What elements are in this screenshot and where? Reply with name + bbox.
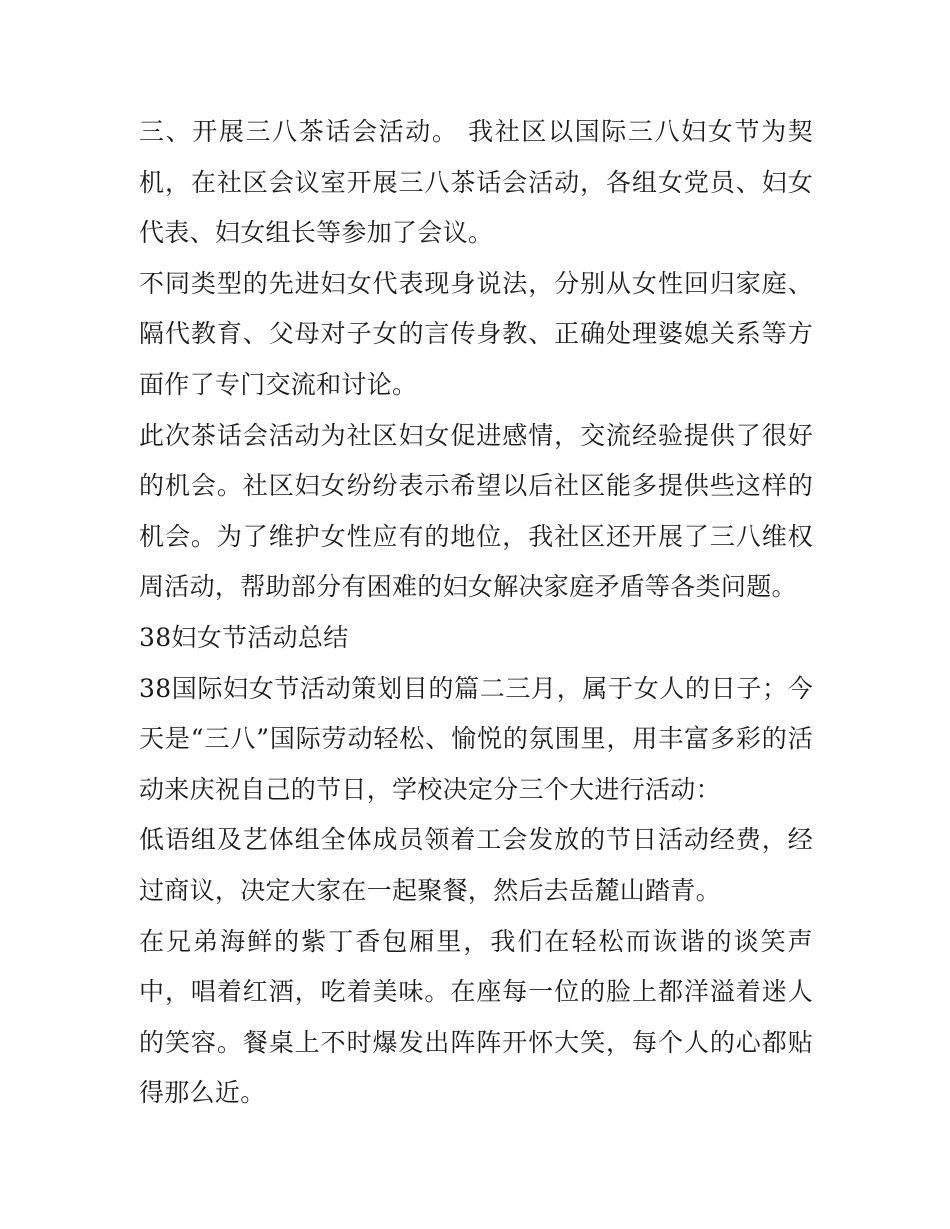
paragraph-tea-party: 三、开展三八茶话会活动。 我社区以国际三八妇女节为契机，在社区会议室开展三八茶话会活动，各组女党员、妇女代表、妇女组长等参加了会议。 [139, 117, 813, 248]
paragraph-planning: 38国际妇女节活动策划目的篇二三月，属于女人的日子；今天是“三八”国际劳动轻松、愉悦的氛围里，用丰富多彩的活动来庆祝自己的节日，学校决定分三个大进行活动： [139, 673, 813, 804]
paragraph-dinner-scene: 在兄弟海鲜的紫丁香包厢里，我们在轻松而诙谐的谈笑声中，唱着红酒，吃着美味。在座每一位的脸上都洋溢着迷人的笑容。餐桌上不时爆发出阵阵开怀大笑，每个人的心都贴得那么近。 [139, 926, 813, 1108]
paragraph-dinner-plan: 低语组及艺体组全体成员领着工会发放的节日活动经费，经过商议，决定大家在一起聚餐，然后去岳麓山踏青。 [139, 825, 813, 905]
document-body [139, 107, 813, 1119]
paragraph-rights-week: 此次茶话会活动为社区妇女促进感情，交流经验提供了很好的机会。社区妇女纷纷表示希望以后社区能多提供些这样的机会。为了维护女性应有的地位，我社区还开展了三八维权周活动，帮助部分有困难的妇女解决家庭矛盾等各类问题。 [139, 420, 813, 602]
section-heading: 38妇女节活动总结 [139, 622, 349, 652]
paragraph-representatives: 不同类型的先进妇女代表现身说法，分别从女性回归家庭、隔代教育、父母对子女的言传身教、正确处理婆媳关系等方面作了专门交流和讨论。 [139, 268, 813, 399]
